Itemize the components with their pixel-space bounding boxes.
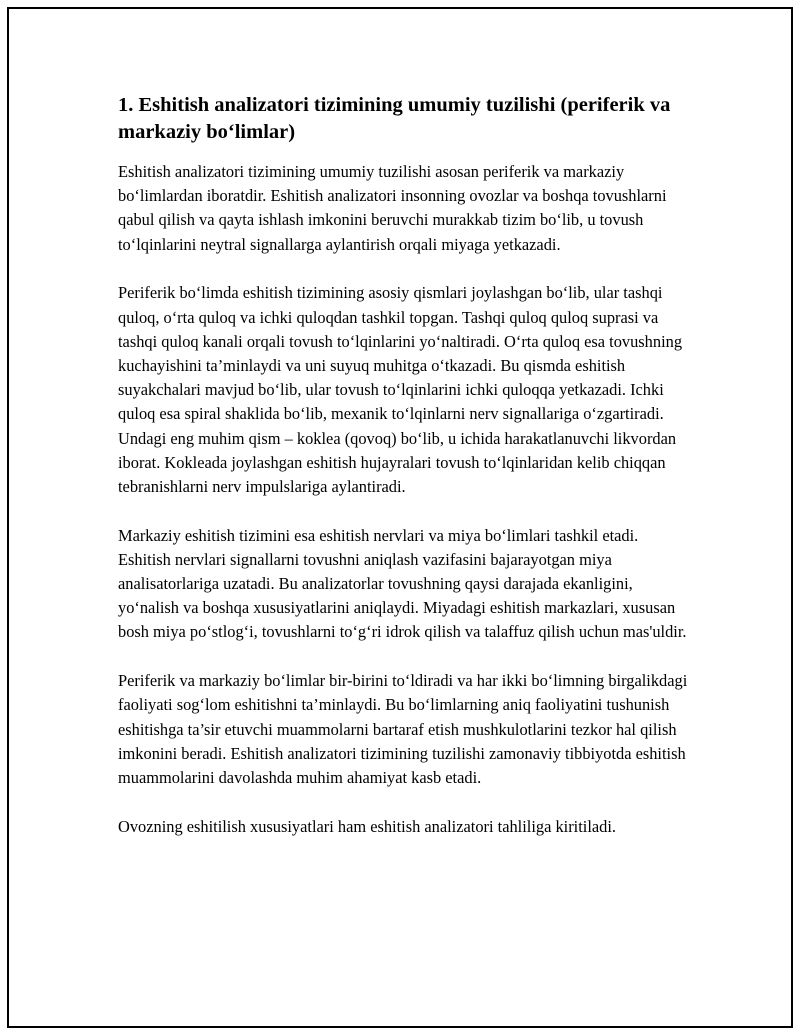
paragraph-combined: Periferik va markaziy bo‘limlar bir-birini to‘ldiradi va har ikki bo‘limning birgalikdagi faoliyati sog‘lom eshitishni ta’minlaydi. Bu bo‘limlarning aniq faoliyatini tushunish eshitishga ta’sir etuvchi muammolarni bartaraf etish mushkulotlarini tezkor hal qilish imkonini beradi. Eshitish analizatori tizimining tuzilishi zamonaviy tibbiyotda eshitish muammolarini davolashda muhim ahamiyat kasb etadi. (118, 671, 688, 787)
paragraph-intro: Eshitish analizatori tizimining umumiy tuzilishi asosan periferik va markaziy bo‘limlardan iboratdir. Eshitish analizatori insonning ovozlar va boshqa tovushlarni qabul qilish va qayta ishlash imkonini beruvchi murakkab tizim bo‘lib, u tovush to‘lqinlarini neytral signallarga aylantirish orqali miyaga yetkazadi. (118, 162, 667, 254)
paragraph-closing: Ovozning eshitilish xususiyatlari ham eshitish analizatori tahliliga kiritiladi. (118, 816, 617, 836)
paragraph-central: Markaziy eshitish tizimini esa eshitish nervlari va miya bo‘limlari tashkil etadi. Eshitish nervlari signallarni tovushni aniqlash vazifasini bajarayotgan miya analisatorlariga uzatadi. Bu analizatorlar tovushning qaysi darajada ekanligini, yo‘nalish va boshqa xususiyatlarini aniqlaydi. Miyadagi eshitish markazlari, xususan bosh miya po‘stlog‘i, tovushlarni to‘g‘ri idrok qilish va talaffuz qilish uchun mas'uldir. (118, 525, 687, 642)
paragraph-peripheral: Periferik bo‘limda eshitish tizimining asosiy qismlari joylashgan bo‘lib, ular tashqi quloq, o‘rta quloq va ichki quloqdan tashkil topgan. Tashqi quloq quloq suprasi va tashqi quloq kanali orqali tovush to‘lqinlarini yo‘naltiradi. O‘rta quloq esa tovushning kuchayishini ta’minlaydi va uni suyuq muhitga o‘tkazadi. Bu qismda eshitish suyakchalari mavjud bo‘lib, ular tovush to‘lqinlarini ichki quloqqa yetkazadi. Ichki quloq esa spiral shaklida bo‘lib, mexanik to‘lqinlarni nerv signallariga o‘zgartiradi. Undagi eng muhim qism – koklea (qovoq) bo‘lib, u ichida harakatlanuvchi likvordan iborat. Kokleada joylashgan eshitish hujayralari tovush to‘lqinlaridan kelib chiqqan tebranishlarni nerv impulslariga aylantiradi. (118, 283, 683, 496)
document-body (118, 92, 688, 863)
section-heading: 1. Eshitish analizatori tizimining umumiy tuzilishi (periferik va markaziy bo‘limlar) (118, 94, 671, 143)
